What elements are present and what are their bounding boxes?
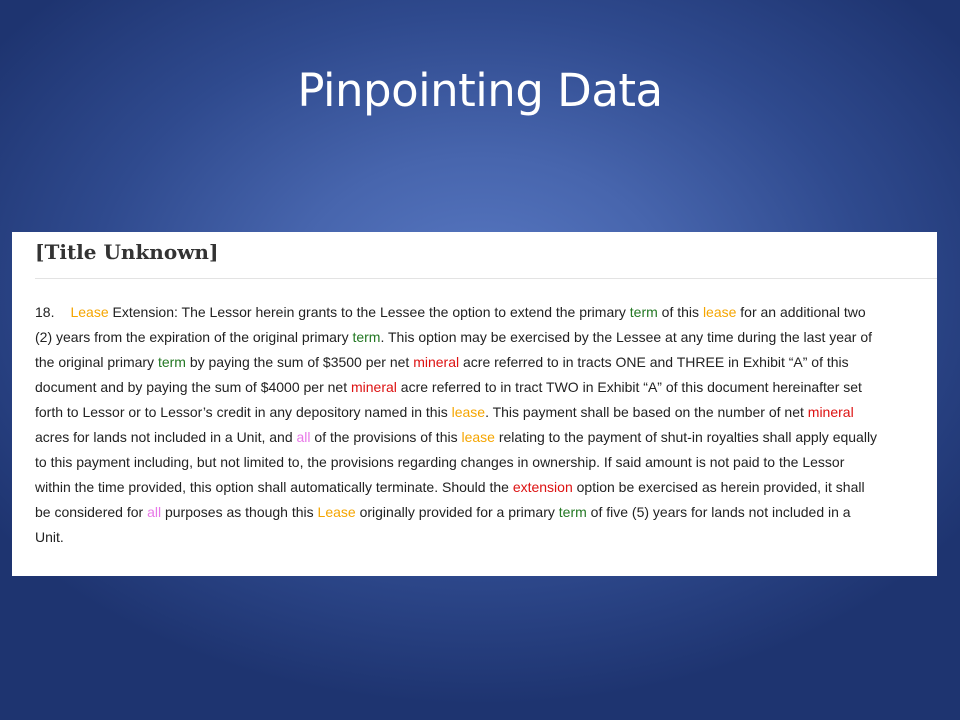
- highlight-mineral: mineral: [413, 354, 460, 370]
- paragraph-line: [35, 400, 937, 425]
- paragraph-text: . This payment shall be based on the number of net: [485, 404, 808, 420]
- paragraph-text: within the time provided, this option shall automatically terminate. Should the: [35, 479, 513, 495]
- paragraph-text: Extension: The Lessor herein grants to the Lessee the option to extend the primary: [108, 304, 630, 320]
- highlight-mineral: mineral: [807, 404, 854, 420]
- paragraph-text: . This option may be exercised by the Lessee at any time during the last year of: [380, 329, 873, 345]
- highlight-lease: lease: [702, 304, 737, 320]
- highlight-lease: Lease: [70, 304, 109, 320]
- paragraph-text: of five (5) years for lands not included in a: [586, 504, 851, 520]
- highlight-term: term: [352, 329, 381, 345]
- paragraph-line: [35, 475, 937, 500]
- highlight-lease: lease: [451, 404, 486, 420]
- paragraph-line: [35, 350, 937, 375]
- paragraph-line: [35, 325, 937, 350]
- paragraph-line: [35, 500, 937, 525]
- paragraph-line: [35, 425, 937, 450]
- paragraph-text: forth to Lessor or to Lessor’s credit in any depository named in this: [35, 404, 452, 420]
- paragraph-text: Unit.: [35, 529, 64, 545]
- highlight-extension: extension: [512, 479, 573, 495]
- paragraph-line: [35, 525, 937, 550]
- heading-divider: [35, 278, 937, 279]
- paragraph-text: of this: [657, 304, 703, 320]
- paragraph-line: [35, 300, 937, 325]
- highlight-term: term: [558, 504, 587, 520]
- highlight-term: term: [157, 354, 186, 370]
- highlight-lease: Lease: [317, 504, 356, 520]
- paragraph-text: (2) years from the expiration of the original primary: [35, 329, 353, 345]
- document-heading: [Title Unknown]: [35, 240, 219, 264]
- highlight-mineral: mineral: [351, 379, 397, 395]
- document-body: [35, 300, 937, 550]
- paragraph-text: the original primary: [35, 354, 158, 370]
- paragraph-line: [35, 450, 937, 475]
- paragraph-text: relating to the payment of shut-in royalties shall apply equally: [494, 429, 878, 445]
- paragraph-text: for an additional two: [736, 304, 866, 320]
- highlight-term: term: [629, 304, 658, 320]
- highlight-lease: lease: [461, 429, 495, 445]
- slide-title: Pinpointing Data: [297, 64, 663, 117]
- paragraph-text: be considered for: [35, 504, 148, 520]
- document-panel: [12, 232, 937, 576]
- paragraph-text: to this payment including, but not limited to, the provisions regarding changes in ownership. If said amount is not paid to the Lessor: [35, 454, 845, 470]
- paragraph-text: by paying the sum of $3500 per net: [185, 354, 414, 370]
- paragraph-line: [35, 375, 937, 400]
- paragraph-text: of the provisions of this: [310, 429, 462, 445]
- paragraph-text: purposes as though this: [161, 504, 318, 520]
- section-number: 18.: [35, 304, 55, 320]
- highlight-all: all: [296, 429, 311, 445]
- paragraph-text: acre referred to in tracts ONE and THREE in Exhibit “A” of this: [459, 354, 849, 370]
- paragraph-text: document and by paying the sum of $4000 per net: [35, 379, 351, 395]
- paragraph-text: acre referred to in tract TWO in Exhibit “A” of this document hereinafter set: [396, 379, 862, 395]
- paragraph-text: originally provided for a primary: [355, 504, 559, 520]
- paragraph-text: option be exercised as herein provided, it shall: [572, 479, 865, 495]
- highlight-all: all: [147, 504, 162, 520]
- paragraph-text: acres for lands not included in a Unit, and: [35, 429, 297, 445]
